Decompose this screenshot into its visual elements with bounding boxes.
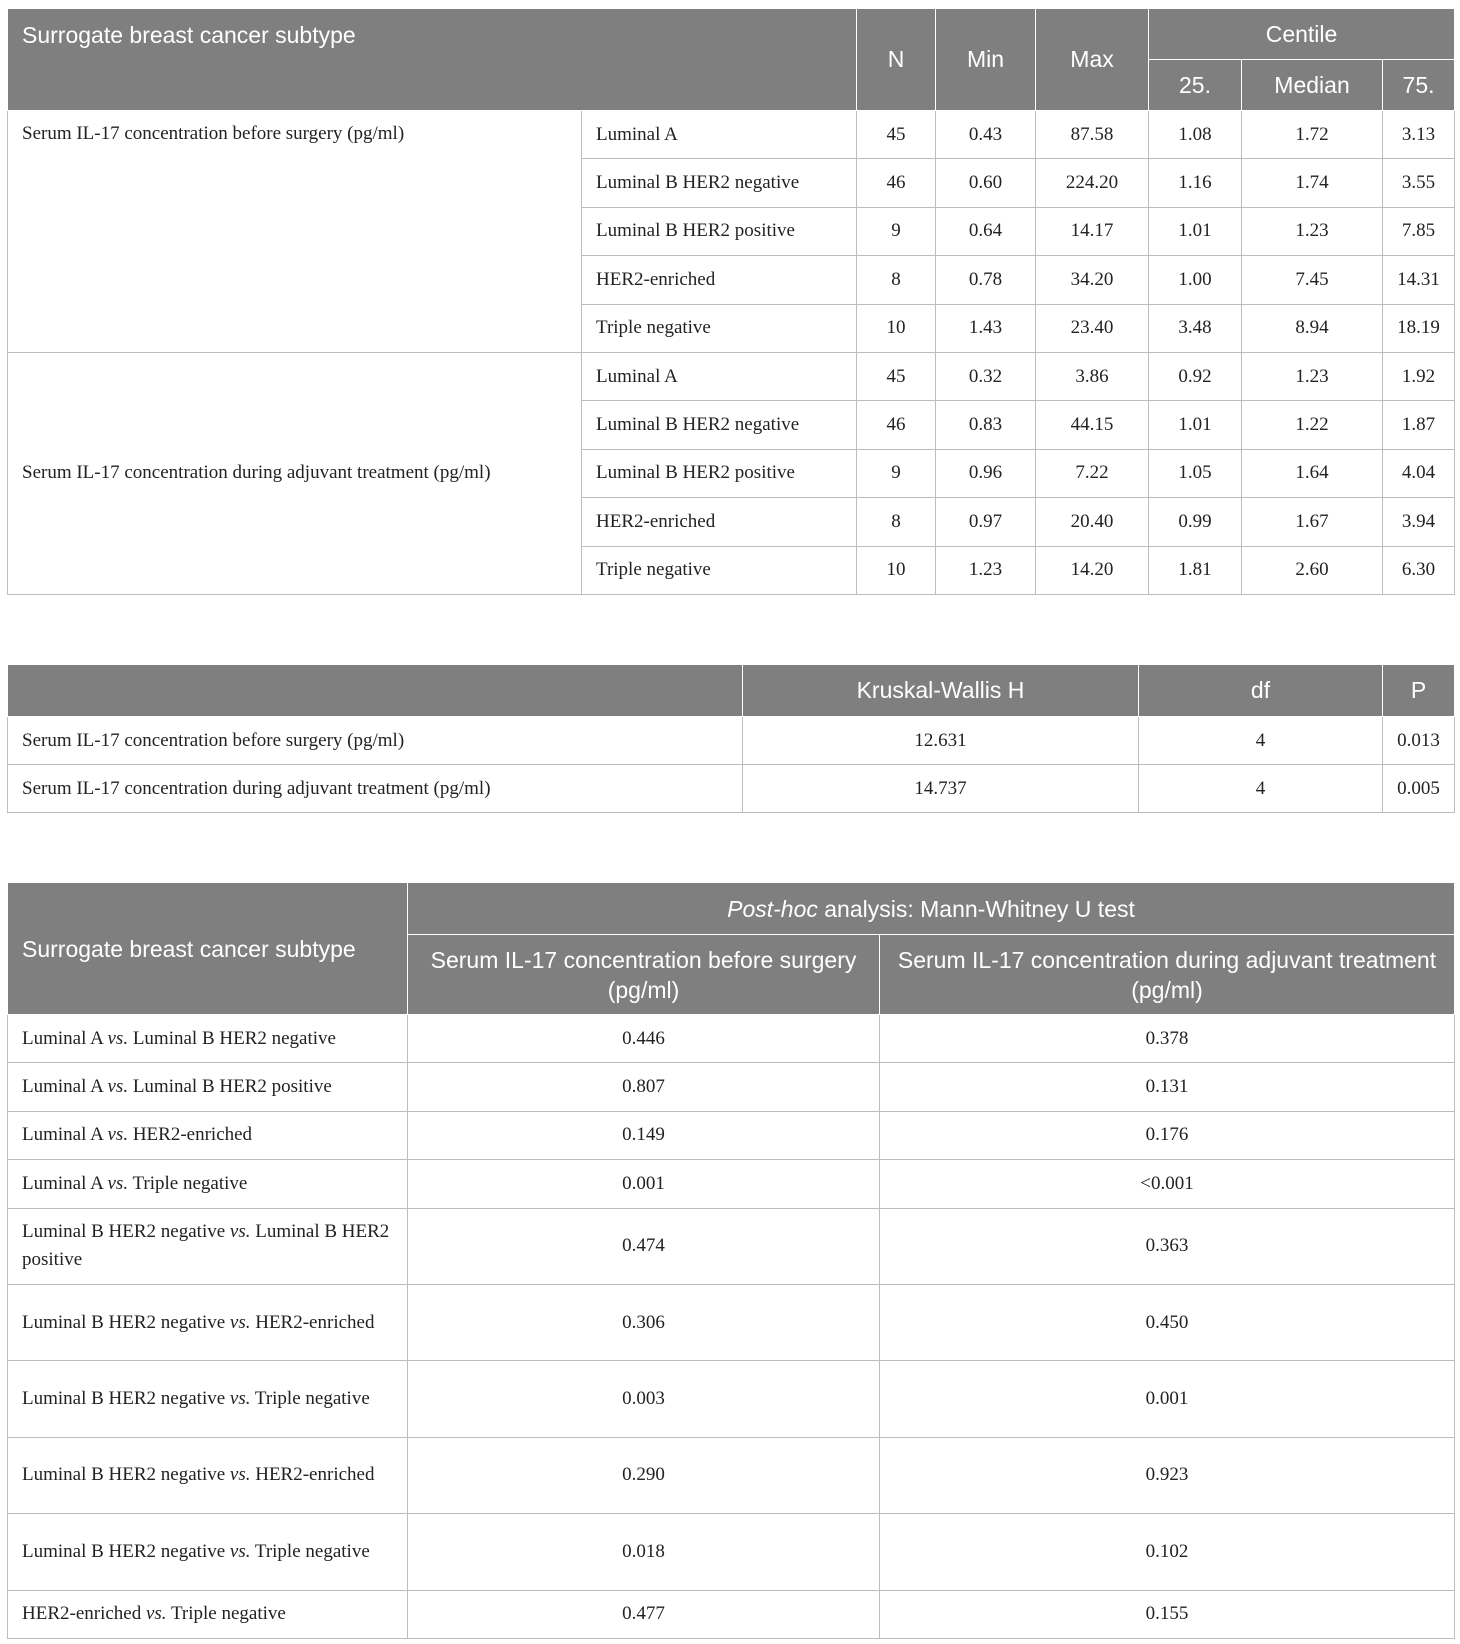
comparison-a: HER2-enriched xyxy=(22,1603,146,1625)
comparison-b: HER2-enriched xyxy=(128,1124,253,1146)
vs-label: vs. xyxy=(145,1603,167,1625)
comparison-cell xyxy=(8,1160,408,1208)
median-cell: 8.94 xyxy=(1242,304,1383,352)
during-cell: 0.378 xyxy=(880,1015,1455,1063)
p75-cell: 3.13 xyxy=(1383,111,1455,159)
vs-label: vs. xyxy=(229,1311,251,1333)
before-cell: 0.306 xyxy=(408,1284,880,1360)
n-cell: 10 xyxy=(857,546,936,594)
n-cell: 45 xyxy=(857,111,936,159)
subtype-cell: HER2-enriched xyxy=(582,498,857,546)
row-label: Serum IL-17 concentration during adjuvant treatment (pg/ml) xyxy=(8,765,743,813)
comparison-b: Triple negative xyxy=(250,1540,370,1562)
min-cell: 0.32 xyxy=(936,352,1036,400)
comparison-a: Luminal A xyxy=(22,1124,108,1146)
subtype-cell: Luminal B HER2 negative xyxy=(582,401,857,449)
comparison-cell xyxy=(8,1590,408,1638)
during-cell: 0.155 xyxy=(880,1590,1455,1638)
n-cell: 9 xyxy=(857,449,936,497)
comparison-cell xyxy=(8,1361,408,1437)
before-cell: 0.474 xyxy=(408,1208,880,1284)
median-cell: 1.67 xyxy=(1242,498,1383,546)
min-cell: 1.23 xyxy=(936,546,1036,594)
df-cell: 4 xyxy=(1139,717,1383,765)
table-row xyxy=(8,765,1455,813)
subtype-cell: HER2-enriched xyxy=(582,256,857,304)
p-cell: 0.005 xyxy=(1383,765,1455,813)
table-row xyxy=(8,1111,1455,1159)
p-cell: 0.013 xyxy=(1383,717,1455,765)
comparison-b: Triple negative xyxy=(128,1172,248,1194)
during-cell: 0.102 xyxy=(880,1514,1455,1590)
min-cell: 0.43 xyxy=(936,111,1036,159)
comparison-a: Luminal B HER2 negative xyxy=(22,1311,230,1333)
vs-label: vs. xyxy=(107,1124,129,1146)
p75-cell: 7.85 xyxy=(1383,207,1455,255)
p75-cell: 14.31 xyxy=(1383,256,1455,304)
min-cell: 0.96 xyxy=(936,449,1036,497)
subtype-cell: Triple negative xyxy=(582,546,857,594)
table-row xyxy=(8,1284,1455,1360)
comparison-a: Luminal A xyxy=(22,1027,108,1049)
table-row xyxy=(8,1160,1455,1208)
during-cell: <0.001 xyxy=(880,1160,1455,1208)
median-cell: 7.45 xyxy=(1242,256,1383,304)
n-cell: 9 xyxy=(857,207,936,255)
min-cell: 1.43 xyxy=(936,304,1036,352)
p25-cell: 0.99 xyxy=(1149,498,1242,546)
n-cell: 8 xyxy=(857,256,936,304)
comparison-b: Luminal B HER2 positive xyxy=(22,1221,390,1271)
table-row xyxy=(8,1015,1455,1063)
h-cell: 14.737 xyxy=(743,765,1139,813)
max-cell: 20.40 xyxy=(1036,498,1149,546)
min-cell: 0.78 xyxy=(936,256,1036,304)
p25-cell: 1.00 xyxy=(1149,256,1242,304)
during-cell: 0.131 xyxy=(880,1063,1455,1111)
header-min: Min xyxy=(936,9,1036,111)
p75-cell: 3.94 xyxy=(1383,498,1455,546)
median-cell: 1.74 xyxy=(1242,159,1383,207)
p75-cell: 6.30 xyxy=(1383,546,1455,594)
p25-cell: 1.08 xyxy=(1149,111,1242,159)
header-posthoc-italic: Post-hoc xyxy=(727,895,818,922)
comparison-b: HER2-enriched xyxy=(250,1464,375,1486)
comparison-cell xyxy=(8,1015,408,1063)
max-cell: 87.58 xyxy=(1036,111,1149,159)
during-cell: 0.001 xyxy=(880,1361,1455,1437)
max-cell: 7.22 xyxy=(1036,449,1149,497)
median-cell: 1.23 xyxy=(1242,207,1383,255)
before-cell: 0.018 xyxy=(408,1514,880,1590)
comparison-b: Triple negative xyxy=(166,1603,286,1625)
header-p25: 25. xyxy=(1149,60,1242,111)
during-cell: 0.450 xyxy=(880,1284,1455,1360)
kruskal-wallis-table xyxy=(7,664,1455,813)
vs-label: vs. xyxy=(229,1221,251,1243)
n-cell: 45 xyxy=(857,352,936,400)
comparison-a: Luminal B HER2 negative xyxy=(22,1221,230,1243)
p25-cell: 1.05 xyxy=(1149,449,1242,497)
descriptive-stats-table xyxy=(7,8,1455,595)
during-cell: 0.923 xyxy=(880,1437,1455,1513)
max-cell: 34.20 xyxy=(1036,256,1149,304)
max-cell: 224.20 xyxy=(1036,159,1149,207)
table-row xyxy=(8,1063,1455,1111)
n-cell: 46 xyxy=(857,401,936,449)
before-cell: 0.807 xyxy=(408,1063,880,1111)
header-posthoc xyxy=(408,883,1455,935)
comparison-a: Luminal B HER2 negative xyxy=(22,1464,230,1486)
subtype-cell: Luminal A xyxy=(582,111,857,159)
p25-cell: 1.01 xyxy=(1149,401,1242,449)
subtype-cell: Luminal A xyxy=(582,352,857,400)
before-cell: 0.003 xyxy=(408,1361,880,1437)
median-cell: 2.60 xyxy=(1242,546,1383,594)
median-cell: 1.22 xyxy=(1242,401,1383,449)
subtype-cell: Triple negative xyxy=(582,304,857,352)
header-median: Median xyxy=(1242,60,1383,111)
max-cell: 23.40 xyxy=(1036,304,1149,352)
table-row xyxy=(8,352,1455,400)
header-n: N xyxy=(857,9,936,111)
p75-cell: 1.87 xyxy=(1383,401,1455,449)
vs-label: vs. xyxy=(229,1540,251,1562)
max-cell: 44.15 xyxy=(1036,401,1149,449)
during-cell: 0.176 xyxy=(880,1111,1455,1159)
header-centile: Centile xyxy=(1149,9,1455,60)
comparison-cell xyxy=(8,1284,408,1360)
vs-label: vs. xyxy=(107,1027,129,1049)
comparison-b: Luminal B HER2 positive xyxy=(128,1076,332,1098)
vs-label: vs. xyxy=(229,1388,251,1410)
header-before: Serum IL-17 concentration before surgery (pg/ml) xyxy=(408,935,880,1015)
min-cell: 0.60 xyxy=(936,159,1036,207)
group-label: Serum IL-17 concentration before surgery (pg/ml) xyxy=(8,111,582,353)
vs-label: vs. xyxy=(229,1464,251,1486)
header-empty xyxy=(8,665,743,717)
p75-cell: 18.19 xyxy=(1383,304,1455,352)
comparison-a: Luminal A xyxy=(22,1076,108,1098)
median-cell: 1.23 xyxy=(1242,352,1383,400)
max-cell: 14.17 xyxy=(1036,207,1149,255)
header-posthoc-rest: analysis: Mann-Whitney U test xyxy=(817,895,1135,922)
n-cell: 46 xyxy=(857,159,936,207)
table-row xyxy=(8,1361,1455,1437)
header-p: P xyxy=(1383,665,1455,717)
during-cell: 0.363 xyxy=(880,1208,1455,1284)
header-subtype: Surrogate breast cancer subtype xyxy=(8,9,857,111)
max-cell: 3.86 xyxy=(1036,352,1149,400)
comparison-b: HER2-enriched xyxy=(250,1311,375,1333)
min-cell: 0.64 xyxy=(936,207,1036,255)
median-cell: 1.64 xyxy=(1242,449,1383,497)
header-max: Max xyxy=(1036,9,1149,111)
table-row xyxy=(8,1590,1455,1638)
subtype-cell: Luminal B HER2 positive xyxy=(582,449,857,497)
max-cell: 14.20 xyxy=(1036,546,1149,594)
p75-cell: 3.55 xyxy=(1383,159,1455,207)
p75-cell: 1.92 xyxy=(1383,352,1455,400)
comparison-cell xyxy=(8,1111,408,1159)
comparison-cell xyxy=(8,1514,408,1590)
h-cell: 12.631 xyxy=(743,717,1139,765)
p25-cell: 1.01 xyxy=(1149,207,1242,255)
subtype-cell: Luminal B HER2 negative xyxy=(582,159,857,207)
subtype-cell: Luminal B HER2 positive xyxy=(582,207,857,255)
header-p75: 75. xyxy=(1383,60,1455,111)
table-row xyxy=(8,111,1455,159)
min-cell: 0.97 xyxy=(936,498,1036,546)
header-subtype: Surrogate breast cancer subtype xyxy=(8,883,408,1015)
group-label: Serum IL-17 concentration during adjuvant treatment (pg/ml) xyxy=(8,352,582,594)
comparison-a: Luminal B HER2 negative xyxy=(22,1540,230,1562)
comparison-cell xyxy=(8,1208,408,1284)
min-cell: 0.83 xyxy=(936,401,1036,449)
table-row xyxy=(8,1437,1455,1513)
p75-cell: 4.04 xyxy=(1383,449,1455,497)
comparison-cell xyxy=(8,1437,408,1513)
before-cell: 0.001 xyxy=(408,1160,880,1208)
p25-cell: 1.16 xyxy=(1149,159,1242,207)
median-cell: 1.72 xyxy=(1242,111,1383,159)
n-cell: 10 xyxy=(857,304,936,352)
header-during: Serum IL-17 concentration during adjuvant treatment (pg/ml) xyxy=(880,935,1455,1015)
before-cell: 0.149 xyxy=(408,1111,880,1159)
n-cell: 8 xyxy=(857,498,936,546)
comparison-b: Triple negative xyxy=(250,1388,370,1410)
before-cell: 0.290 xyxy=(408,1437,880,1513)
comparison-a: Luminal A xyxy=(22,1172,108,1194)
before-cell: 0.446 xyxy=(408,1015,880,1063)
df-cell: 4 xyxy=(1139,765,1383,813)
table-row xyxy=(8,717,1455,765)
p25-cell: 1.81 xyxy=(1149,546,1242,594)
before-cell: 0.477 xyxy=(408,1590,880,1638)
table-row xyxy=(8,1514,1455,1590)
table-row xyxy=(8,1208,1455,1284)
comparison-b: Luminal B HER2 negative xyxy=(128,1027,336,1049)
comparison-cell xyxy=(8,1063,408,1111)
vs-label: vs. xyxy=(107,1172,129,1194)
vs-label: vs. xyxy=(107,1076,129,1098)
header-h: Kruskal-Wallis H xyxy=(743,665,1139,717)
posthoc-table xyxy=(7,882,1455,1639)
p25-cell: 0.92 xyxy=(1149,352,1242,400)
header-df: df xyxy=(1139,665,1383,717)
row-label: Serum IL-17 concentration before surgery (pg/ml) xyxy=(8,717,743,765)
p25-cell: 3.48 xyxy=(1149,304,1242,352)
comparison-a: Luminal B HER2 negative xyxy=(22,1388,230,1410)
